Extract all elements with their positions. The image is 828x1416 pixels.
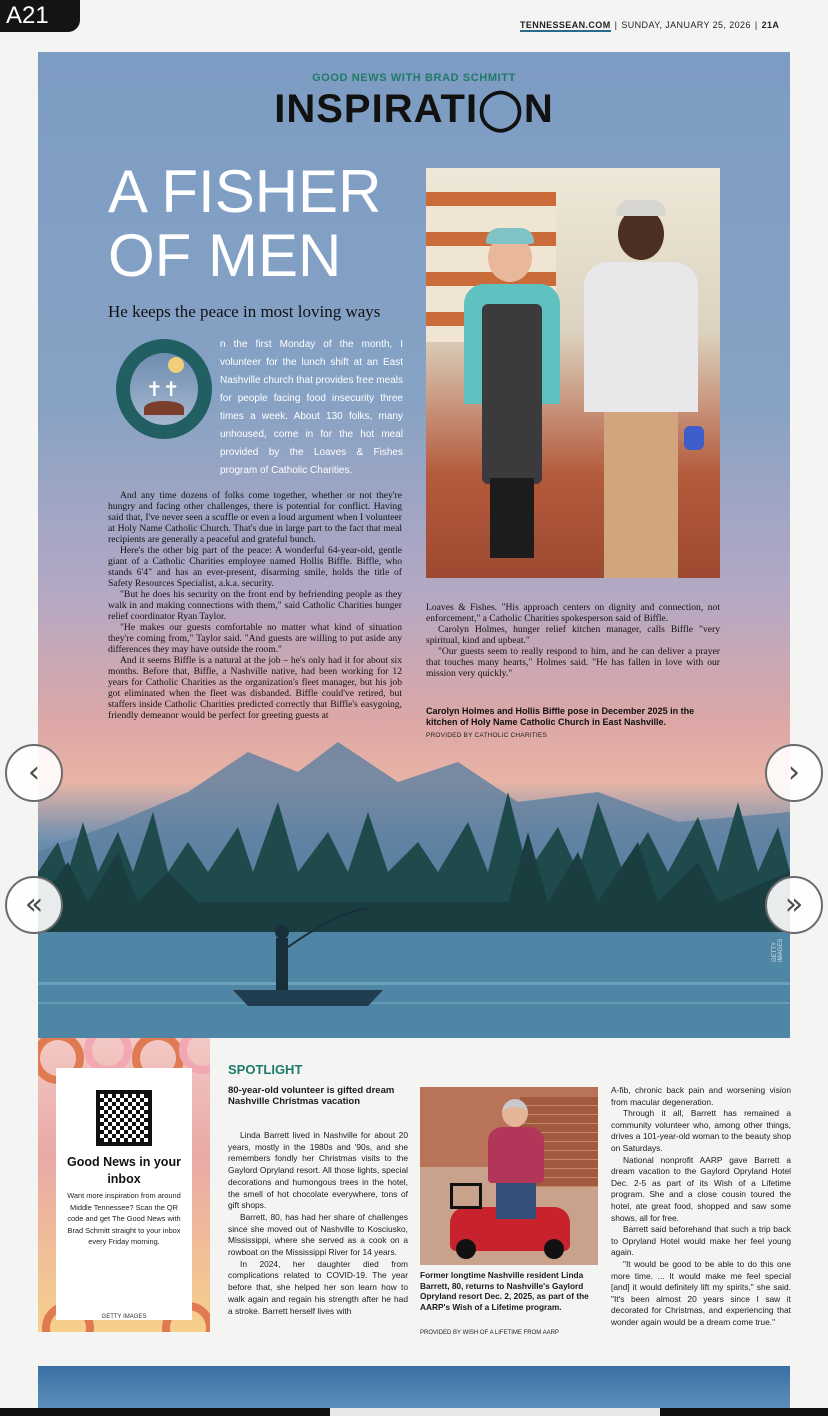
story-paragraph: National nonprofit AARP gave Barrett a dream vacation to the Gaylord Opryland Hotel Dec. 2-5 as part of its Wish of a Lifetime program. She and a close cousin toured the hotel, ate great food, shopped and saw some shows, all for free. — [611, 1154, 791, 1223]
spotlight-photo-credit: PROVIDED BY WISH OF A LIFETIME FROM AARP — [420, 1330, 559, 1336]
newsletter-promo — [38, 1038, 210, 1332]
story-paragraph: Loaves & Fishes. "His approach centers on dignity and connection, not enforcement," a Catholic Charities spokesperson said of Biffle. — [426, 602, 720, 624]
lake-reflection — [38, 1002, 790, 1004]
story-paragraph: Barrett said beforehand that such a trip back to Opryland Hotel would make her feel young again. — [611, 1224, 791, 1258]
first-page-button[interactable]: « — [5, 876, 63, 934]
masthead-line: TENNESSEAN.COM | SUNDAY, JANUARY 25, 2026 | 21A — [520, 20, 780, 30]
fisherman-silhouette — [276, 938, 288, 990]
fisherman-landscape-illustration — [38, 732, 790, 1038]
promo-credit: GETTY IMAGES — [101, 1314, 147, 1320]
story-paragraph: Through it all, Barrett has remained a community volunteer who, among other things, drives a 101-year-old woman to the beauty shop on Saturdays. — [611, 1108, 791, 1153]
promo-text: Want more inspiration from around Middle Tennessee? Scan the QR code and get The Good News with Brad Schmitt straight to your inbox every Friday morning. — [67, 1191, 181, 1246]
story-paragraph: Carolyn Holmes, hunger relief kitchen manager, calls Biffle "very spiritual, kind and upbeat." — [426, 624, 720, 646]
deck: He keeps the peace in most loving ways — [108, 302, 381, 321]
promo-card — [56, 1068, 192, 1320]
promo-title: Good News in your inbox — [67, 1155, 181, 1186]
story-column-2 — [426, 602, 720, 679]
spotlight-column-1 — [228, 1130, 408, 1317]
page-number-badge: A21 — [0, 0, 80, 32]
crosses-icon: ✝✝ — [146, 379, 180, 401]
spotlight-column-3 — [611, 1085, 791, 1328]
page-code: 21A — [761, 20, 780, 30]
site-name[interactable]: TENNESSEAN.COM — [520, 20, 611, 30]
story-paragraph: In 2024, her daughter died from complications related to COVID-19. The year before that, she helped her son learn how to walk again and regain his strength after he had a stroke. Barrett herself lives with — [228, 1258, 408, 1316]
story-paragraph: And any time dozens of folks come together, whether or not they're hungry and facing other challenges, there is potential for conflict. Having said that, I've never seen a scuffle or even a loud argument when I volunteer at Holy Name Catholic Church. That's due in large part to the fact that meal recipients are generally a peaceful and grateful bunch. — [108, 490, 402, 545]
story-paragraph: A-fib, chronic back pain and worsening vision from macular degeneration. — [611, 1085, 791, 1107]
headline: A FISHER OF MEN — [108, 158, 382, 289]
section-title: INSPIRATI◯N — [274, 87, 554, 131]
story-paragraph: Linda Barrett lived in Nashville for about 20 years, mostly in the 1980s and '90s, and she remembers fondly her Christmas visits to the Gaylord Opryland resort. All those lights, special decorations and humongous trees in the hotel, the smell of hot chocolate everywhere, tons of gift shops. — [228, 1130, 408, 1211]
story-paragraph: Barrett, 80, has had her share of challenges since she moved out of Nashville to Kosciusko, Mississippi, where she served as a cook on a rowboat on the Mississippi River for 14 years. — [228, 1211, 408, 1258]
next-page-button[interactable]: › — [765, 744, 823, 802]
last-page-button[interactable]: » — [765, 876, 823, 934]
story-paragraph: "It would be good to be able to do this one more time. ... It would make me feel special [and] it would definitely lift my spirits," she said. "It's been almost 20 years since I saw it decorated for Christmas, and experiencing that wonder again would be a dream come true." — [611, 1258, 791, 1327]
feature-story — [38, 52, 790, 1038]
art-credit: GETTY IMAGES — [772, 938, 784, 962]
story-paragraph: "He makes our guests comfortable no matter what kind of situation they're coming from," Taylor said. "And guests are willing to put aside any differences they may have outside the room." — [108, 622, 402, 655]
lake-reflection — [38, 982, 790, 985]
photo-credit: PROVIDED BY CATHOLIC CHARITIES — [426, 732, 547, 739]
progress-indicator — [330, 1408, 660, 1416]
spotlight-photo-caption: Former longtime Nashville resident Linda Barrett, 80, returns to Nashville's Gaylord Opryland resort Dec. 2, 2025, as part of the AARP's Wish of a Lifetime program. — [420, 1270, 589, 1312]
spotlight-label: SPOTLIGHT — [228, 1062, 303, 1077]
story-column-1 — [108, 490, 402, 721]
prev-page-button[interactable]: ‹ — [5, 744, 63, 802]
carolyn-holmes-figure — [456, 228, 566, 578]
column-kicker: GOOD NEWS WITH BRAD SCHMITT — [312, 72, 516, 84]
hollis-biffle-figure — [576, 188, 706, 578]
boat-shape — [233, 990, 383, 1006]
lede-paragraph — [108, 336, 403, 480]
story-paragraph: Here's the other big part of the peace: A wonderful 64-year-old, gentle giant of a Catholic Charities employee named Hollis Biffle. Biffle, who stands 6'4" and has an ever-present, disarming smile, holds the title of Safety Resources Specialist, a.k.a. security. — [108, 545, 402, 589]
spotlight-headline: 80-year-old volunteer is gifted dream Nashville Christmas vacation — [228, 1085, 395, 1107]
story-paragraph: "Our guests seem to really respond to him, and he can deliver a prayer that touches many hearts," Holmes said. "He has fallen in love with our mission very quickly." — [426, 646, 720, 679]
linda-barrett-photo — [420, 1087, 598, 1265]
lede-text: n the first Monday of the month, I volunteer for the lunch shift at an East Nashville church that provides free meals for people facing food insecurity three times a week. About 130 folks, many unhoused, come in for the hot meal provided by the Loaves & Fishes program of Catholic Charities. — [220, 339, 403, 476]
story-paragraph: And it seems Biffle is a natural at the job – he's only had it for about six months. Before that, Biffle, a Nashville native, had been working for 12 years for Catholic Charities as the organization's fleet manager, but his job got eliminated when the fleet was disbanded. Biffle could've retired, but staffers inside Catholic Charities predicted correctly that Biffle's easygoing, friendly demeanor would be perfect for greeting guests at — [108, 655, 402, 721]
reader-bottom-bar — [0, 1408, 828, 1416]
story-paragraph: "But he does his security on the front end by befriending people as they walk in and making connections with them," said Catholic Charities hunger relief coordinator Ryan Taylor. — [108, 589, 402, 622]
kitchen-photo — [426, 168, 720, 578]
photo-caption: Carolyn Holmes and Hollis Biffle pose in December 2025 in the kitchen of Holy Name Catholic Church in East Nashville. — [426, 706, 695, 727]
qr-code-icon[interactable] — [96, 1090, 152, 1146]
fisherman-head — [275, 925, 289, 939]
issue-date: SUNDAY, JANUARY 25, 2026 — [621, 20, 751, 30]
